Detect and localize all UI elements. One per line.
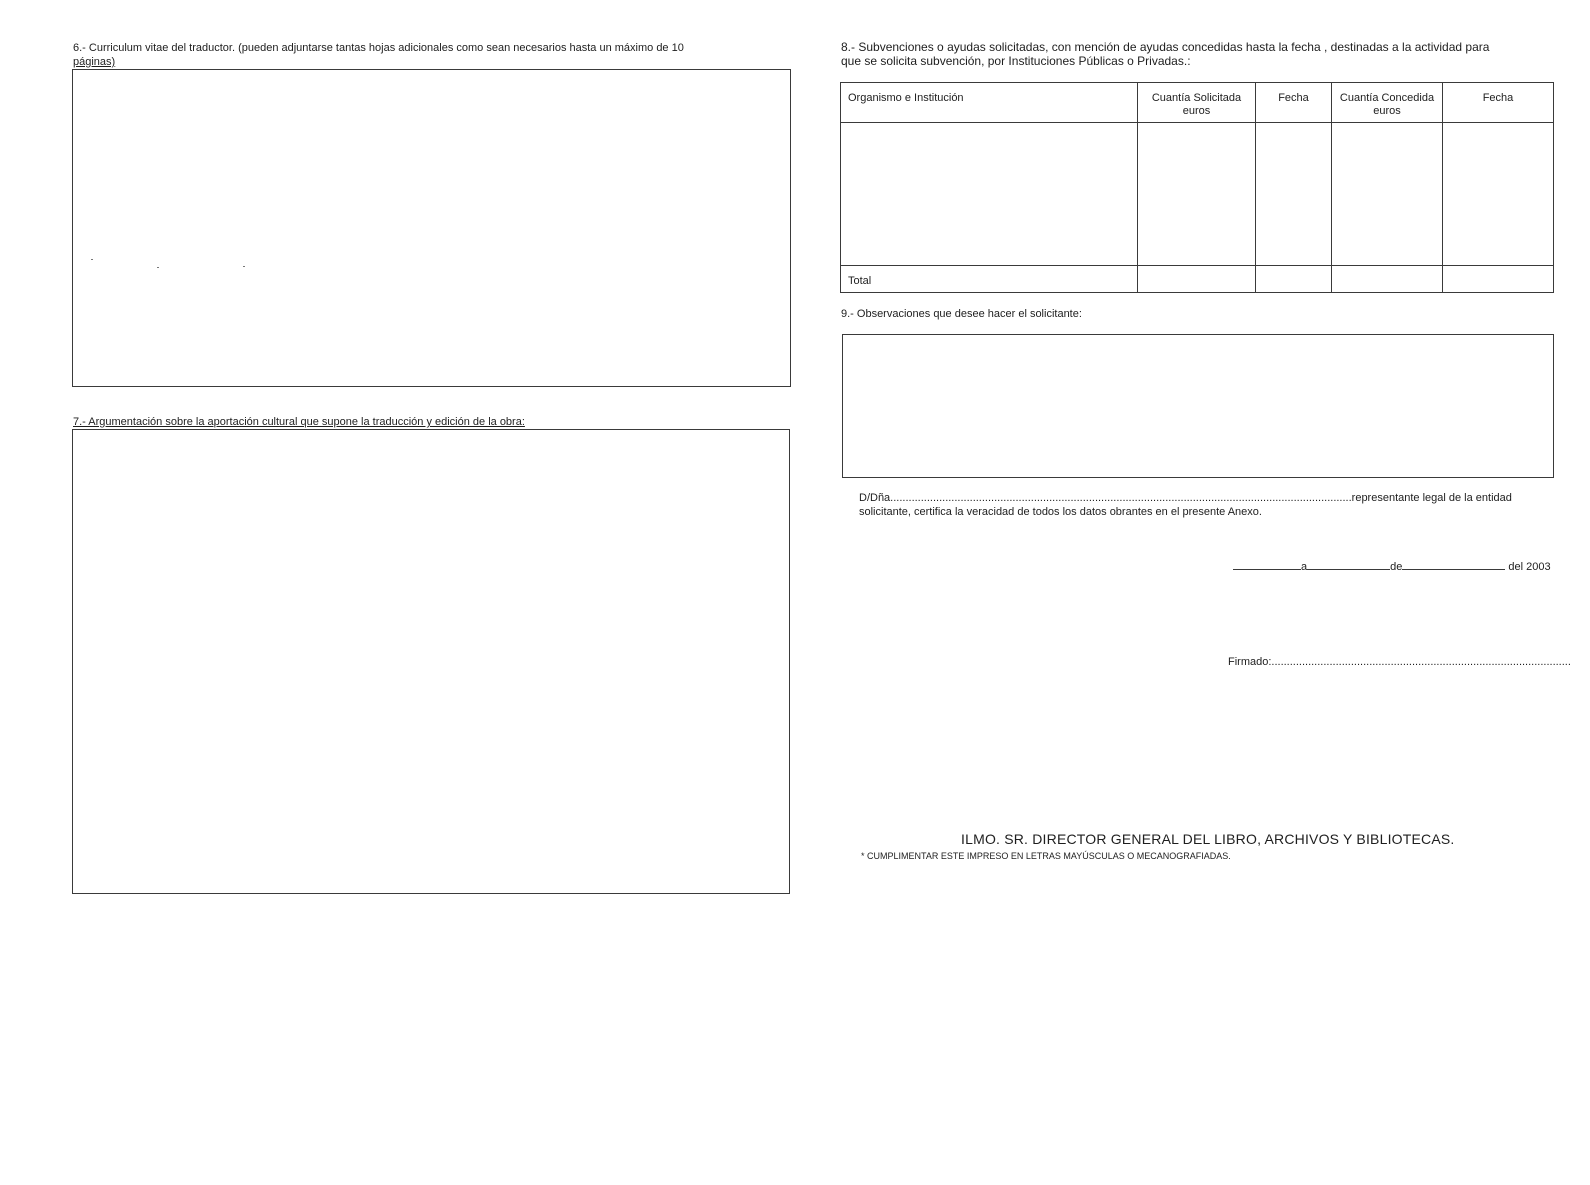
section7-title: 7.- Argumentación sobre la aportación cultural que supone la traducción y edición de la obra: xyxy=(73,416,525,428)
total-solicitada-cell[interactable] xyxy=(1138,265,1256,292)
month-blank[interactable] xyxy=(1402,559,1505,570)
cuantia-solicitada-cell[interactable] xyxy=(1138,123,1256,266)
total-label: Total xyxy=(841,265,1138,292)
curriculum-vitae-field[interactable] xyxy=(72,69,791,387)
observations-field[interactable] xyxy=(842,334,1554,478)
grants-table xyxy=(840,82,1554,293)
total-concedida-cell[interactable] xyxy=(1332,265,1443,292)
cultural-argument-field[interactable] xyxy=(72,429,790,894)
section8-title-continuation: que se solicita subvención, por Instituciones Públicas o Privadas.: xyxy=(841,54,1191,68)
fecha-solicitud-cell[interactable] xyxy=(1256,123,1332,266)
scan-speck xyxy=(157,267,159,268)
signature-field[interactable]: Firmado:.................................................................................................. xyxy=(1228,656,1571,668)
total-fecha-cell[interactable] xyxy=(1256,265,1332,292)
scan-speck xyxy=(91,259,93,260)
grants-table-entry-row xyxy=(841,123,1554,266)
date-line xyxy=(1233,559,1551,574)
date-a-label: a xyxy=(1301,561,1308,573)
total-fecha-concesion-cell[interactable] xyxy=(1443,265,1554,292)
grants-table-total-row xyxy=(841,265,1554,292)
header-cuantia-solicitada: Cuantía Solicitada euros xyxy=(1138,83,1256,123)
header-organismo: Organismo e Institución xyxy=(841,83,1138,123)
cuantia-concedida-cell[interactable] xyxy=(1332,123,1443,266)
fill-instructions-note: * CUMPLIMENTAR ESTE IMPRESO EN LETRAS MAYÚSCULAS O MECANOGRAFIADAS. xyxy=(861,851,1231,861)
section6-title: 6.- Curriculum vitae del traductor. (pueden adjuntarse tantas hojas adicionales como sean necesarios hasta un máximo de 10 xyxy=(73,42,684,54)
date-year-label: del 2003 xyxy=(1505,561,1551,573)
certification-line-1: D/Dña.......................................................................................................................................................representante legal de la entidad xyxy=(859,492,1512,504)
date-de-label: de xyxy=(1390,561,1403,573)
organismo-cell[interactable] xyxy=(841,123,1138,266)
section8-title: 8.- Subvenciones o ayudas solicitadas, con mención de ayudas concedidas hasta la fecha , destinadas a la actividad para xyxy=(841,40,1490,54)
fecha-concesion-cell[interactable] xyxy=(1443,123,1554,266)
certification-line-2: solicitante, certifica la veracidad de todos los datos obrantes en el presente Anexo. xyxy=(859,506,1262,518)
section9-title: 9.- Observaciones que desee hacer el solicitante: xyxy=(841,308,1082,320)
header-fecha-concesion: Fecha xyxy=(1443,83,1554,123)
scan-speck xyxy=(243,266,245,267)
header-cuantia-concedida: Cuantía Concedida euros xyxy=(1332,83,1443,123)
header-fecha-solicitud: Fecha xyxy=(1256,83,1332,123)
place-blank[interactable] xyxy=(1233,559,1301,570)
addressee: ILMO. SR. DIRECTOR GENERAL DEL LIBRO, ARCHIVOS Y BIBLIOTECAS. xyxy=(961,831,1455,847)
grants-table-header-row xyxy=(841,83,1554,123)
section6-title-continuation: páginas) xyxy=(73,56,116,68)
day-blank[interactable] xyxy=(1307,559,1390,570)
